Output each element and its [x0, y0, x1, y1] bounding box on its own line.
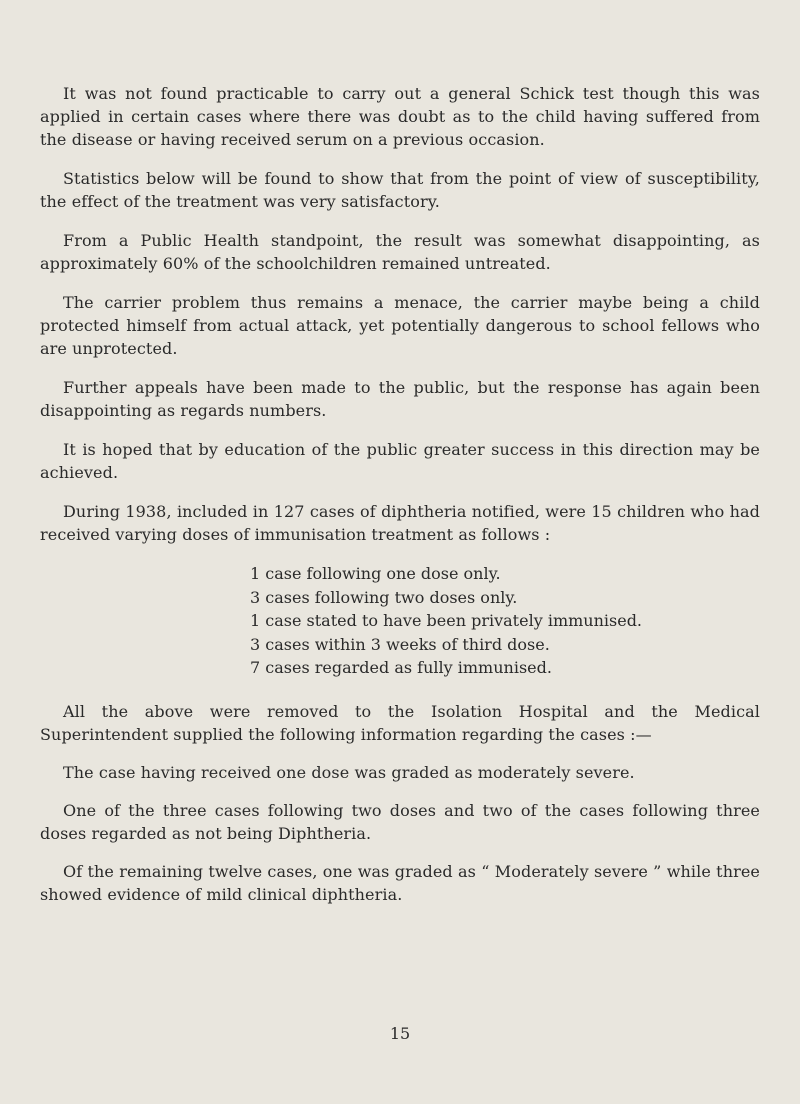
- list-item: 1 case stated to have been privately immunised.: [250, 611, 643, 630]
- paragraph-public-health: From a Public Health standpoint, the result was somewhat disappointing, as approximately 60% of the schoolchildren remained untreated.: [40, 231, 760, 273]
- paragraph-remaining-cases: Of the remaining twelve cases, one was graded as “ Moderately severe ” while three showed evidence of mild clinical diphtheria.: [40, 861, 760, 904]
- paragraph-further-appeals: Further appeals have been made to the public, but the response has again been disappointing as regards numbers.: [40, 378, 760, 420]
- immunisation-case-list: [40, 562, 760, 680]
- list-item: 3 cases within 3 weeks of third dose.: [250, 634, 550, 654]
- paragraph-education: It is hoped that by education of the public greater success in this direction may be achieved.: [40, 440, 760, 482]
- paragraph-isolation-hospital: All the above were removed to the Isolation Hospital and the Medical Superintendent supplied the following information regarding the cases :—: [40, 701, 760, 744]
- paragraph-not-diphtheria: One of the three cases following two doses and two of the cases following three doses regarded as not being Diphtheria.: [40, 800, 760, 843]
- paragraph-one-dose-case: The case having received one dose was graded as moderately severe.: [63, 762, 635, 782]
- paragraph-1938-cases: During 1938, included in 127 cases of diphtheria notified, were 15 children who had received varying doses of immunisation treatment as follows :: [40, 502, 760, 544]
- paragraph-carrier-problem: The carrier problem thus remains a menace, the carrier maybe being a child protected himself from actual attack, yet potentially dangerous to school fellows who are unprotected.: [40, 293, 760, 358]
- list-item: 3 cases following two doses only.: [250, 587, 518, 607]
- paragraph-statistics: Statistics below will be found to show that from the point of view of susceptibility, the effect of the treatment was very satisfactory.: [40, 169, 760, 211]
- list-item: 7 cases regarded as fully immunised.: [250, 658, 552, 677]
- paragraph-schick-test: It was not found practicable to carry out a general Schick test though this was applied in certain cases where there was doubt as to the child having suffered from the disease or having received serum on a previous occasion.: [40, 84, 760, 149]
- list-item: 1 case following one dose only.: [250, 564, 501, 583]
- page-number: 15: [389, 1024, 411, 1043]
